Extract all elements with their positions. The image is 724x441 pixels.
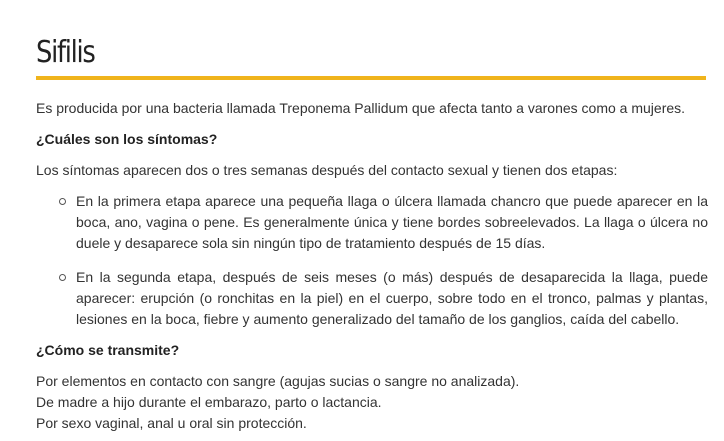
circle-bullet-icon bbox=[59, 198, 66, 205]
stages-list bbox=[36, 191, 708, 330]
transmission-line: Por sexo vaginal, anal u oral sin protección. bbox=[36, 415, 307, 431]
transmission-line: Por elementos en contacto con sangre (agujas sucias o sangre no analizada). bbox=[36, 373, 520, 389]
list-item bbox=[58, 191, 708, 254]
title-underline bbox=[36, 76, 706, 80]
transmission-heading: ¿Cómo se transmite? bbox=[36, 342, 180, 358]
circle-bullet-icon bbox=[59, 274, 66, 281]
article bbox=[36, 0, 708, 434]
transmission-lines bbox=[36, 371, 708, 434]
list-item-text: En la primera etapa aparece una pequeña llaga o úlcera llamada chancro que puede aparecer en la boca, ano, vagina o pene. Es generalmente única y tiene bordes sobreelevados. La llaga o úlcera no duele y desaparece sola sin ningún tipo de tratamiento después de 15 días. bbox=[76, 193, 708, 251]
symptoms-heading: ¿Cuáles son los síntomas? bbox=[36, 131, 218, 147]
symptoms-intro: Los síntomas aparecen dos o tres semanas después del contacto sexual y tienen dos etapas: bbox=[36, 162, 618, 178]
list-item-text: En la segunda etapa, después de seis meses (o más) después de desaparecida la llaga, puede aparecer: erupción (o ronchitas en la piel) en el cuerpo, sobre todo en el tronco, palmas y plantas, lesiones en la boca, fiebre y aumento generalizado del tamaño de los ganglios, caída del cabello. bbox=[76, 269, 708, 327]
transmission-line: De madre a hijo durante el embarazo, parto o lactancia. bbox=[36, 394, 382, 410]
list-item bbox=[58, 267, 708, 330]
intro-paragraph: Es producida por una bacteria llamada Treponema Pallidum que afecta tanto a varones como a mujeres. bbox=[36, 100, 686, 116]
page-title: Sifilis bbox=[36, 35, 95, 70]
